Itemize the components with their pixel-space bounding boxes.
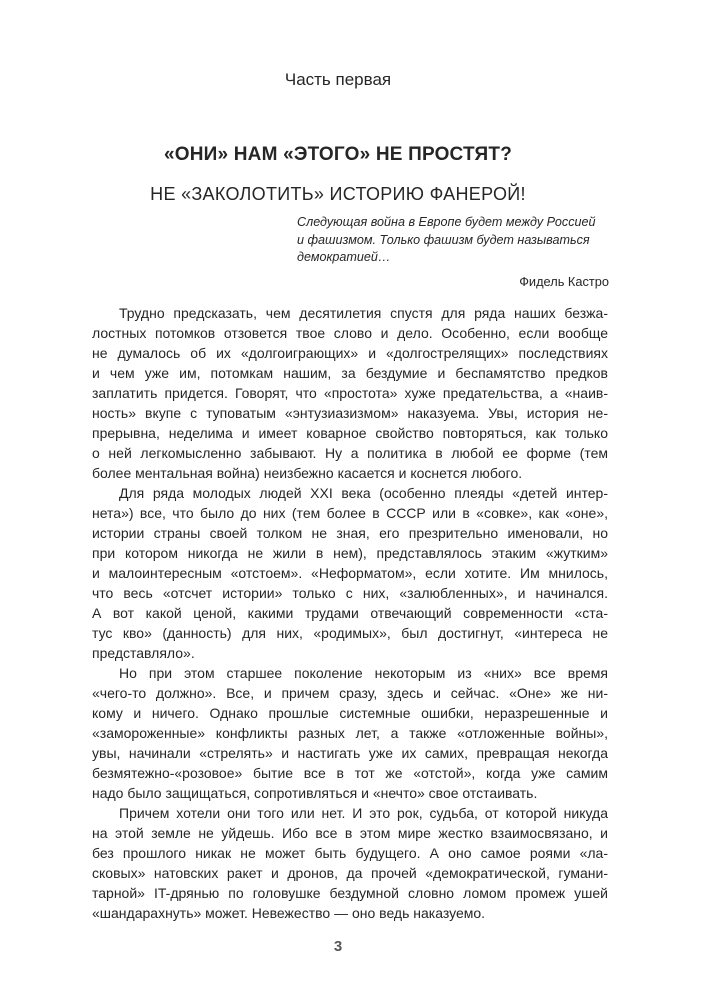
text-line: кому и ничего. Однако прошлые системные ошибки, неразрешенные и bbox=[92, 705, 608, 721]
text-line: тус кво» (данность) для них, «родимых», был достигнут, «интереса не bbox=[92, 625, 608, 641]
epigraph bbox=[297, 214, 609, 267]
text-line: Для ряда молодых людей XXI века (особенно плеяды «детей интер- bbox=[119, 485, 608, 501]
text-line: Но при этом старшее поколение некоторым из «них» все время bbox=[119, 665, 608, 681]
page-number: 3 bbox=[333, 938, 343, 955]
text-line: лостных потомков отзовется твое слово и дело. Особенно, если вообще bbox=[92, 325, 608, 341]
text-line: более ментальная война) неизбежно касается и коснется любого. bbox=[92, 465, 523, 481]
text-line: «чего-то должно». Все, и причем сразу, здесь и сейчас. «Оне» же ни- bbox=[92, 685, 608, 701]
chapter-title: «ОНИ» НАМ «ЭТОГО» НЕ ПРОСТЯТ? bbox=[163, 144, 513, 165]
text-line: ность» вкупе с туповатым «энтузиазизмом» наказуема. Увы, история не- bbox=[92, 405, 608, 421]
text-line: что весь «отсчет истории» только с них, «залюбленных», и начинался. bbox=[92, 585, 608, 601]
text-line: прерывна, неделима и имеет коварное свойство повторяться, как только bbox=[92, 425, 608, 441]
text-line: не думалось об их «долгоиграющих» и «долгострелящих» последствиях bbox=[92, 345, 608, 361]
paragraph bbox=[92, 663, 608, 803]
text-line: без прошлого никак не может быть будущего. А оно самое роями «ла- bbox=[92, 845, 608, 861]
text-line: «шандарахнуть» может. Невежество — оно ведь наказуемо. bbox=[92, 905, 486, 921]
text-line: увы, начинали «стрелять» и настигать уже их самих, превращая некогда bbox=[92, 745, 608, 761]
text-line: Причем хотели они того или нет. И это рок, судьба, от которой никуда bbox=[119, 805, 608, 821]
text-line: «замороженные» конфликты разных лет, а также «отложенные войны», bbox=[92, 725, 608, 741]
text-line: А вот какой ценой, какими трудами отвечающий современности «ста- bbox=[92, 605, 608, 621]
text-line: и малоинтересным «отстоем». «Неформатом», если хотите. Им мнилось, bbox=[92, 565, 608, 581]
text-line: Трудно предсказать, чем десятилетия спустя для ряда наших безжа- bbox=[119, 305, 608, 321]
epigraph-line: Следующая война в Европе будет между Россией bbox=[297, 215, 596, 229]
part-title: Часть первая bbox=[284, 70, 392, 89]
text-line: на этой земле не уйдешь. Ибо все в этом мире жестко взаимосвязано, и bbox=[92, 825, 608, 841]
text-line: при котором никогда не жили в нем), представлялось этаким «жутким» bbox=[92, 545, 608, 561]
epigraph-line: и фашизмом. Только фашизм будет называться bbox=[297, 232, 590, 247]
text-line: сковых» натовских ракет и дронов, да прочей «демократической, гумани- bbox=[92, 865, 608, 881]
section-title: НЕ «ЗАКОЛОТИТЬ» ИСТОРИЮ ФАНЕРОЙ! bbox=[150, 184, 526, 204]
epigraph-line: демократией… bbox=[297, 250, 391, 264]
paragraph bbox=[92, 803, 608, 923]
text-line: истории страны своей толком не зная, его презрительно именовали, но bbox=[92, 525, 608, 541]
paragraph bbox=[92, 483, 608, 663]
text-line: о ней легкомысленно забывают. Ну а политика в любой ее форме (тем bbox=[92, 445, 608, 461]
text-line: представляло». bbox=[92, 645, 195, 661]
text-line: безмятежно-«розовое» бытие все в тот же «отстой», когда уже самим bbox=[92, 765, 608, 781]
text-line: нета») все, что было до них (тем более в СССР или в «совке», как «оне», bbox=[92, 505, 608, 521]
epigraph-author: Фидель Кастро bbox=[519, 274, 609, 289]
text-line: заплатить придется. Говорят, что «простота» хуже предательства, а «наив- bbox=[92, 385, 608, 401]
text-line: тарной» IT-дрянью по головушке бездумной словно ломом промеж ушей bbox=[92, 885, 608, 901]
text-line: надо было защищаться, сопротивляться и «нечто» свое отстаивать. bbox=[92, 785, 538, 801]
body-text bbox=[92, 303, 608, 923]
text-line: и чем уже им, потомкам нашим, за бездумие и беспамятство предков bbox=[92, 365, 608, 381]
paragraph bbox=[92, 303, 608, 483]
